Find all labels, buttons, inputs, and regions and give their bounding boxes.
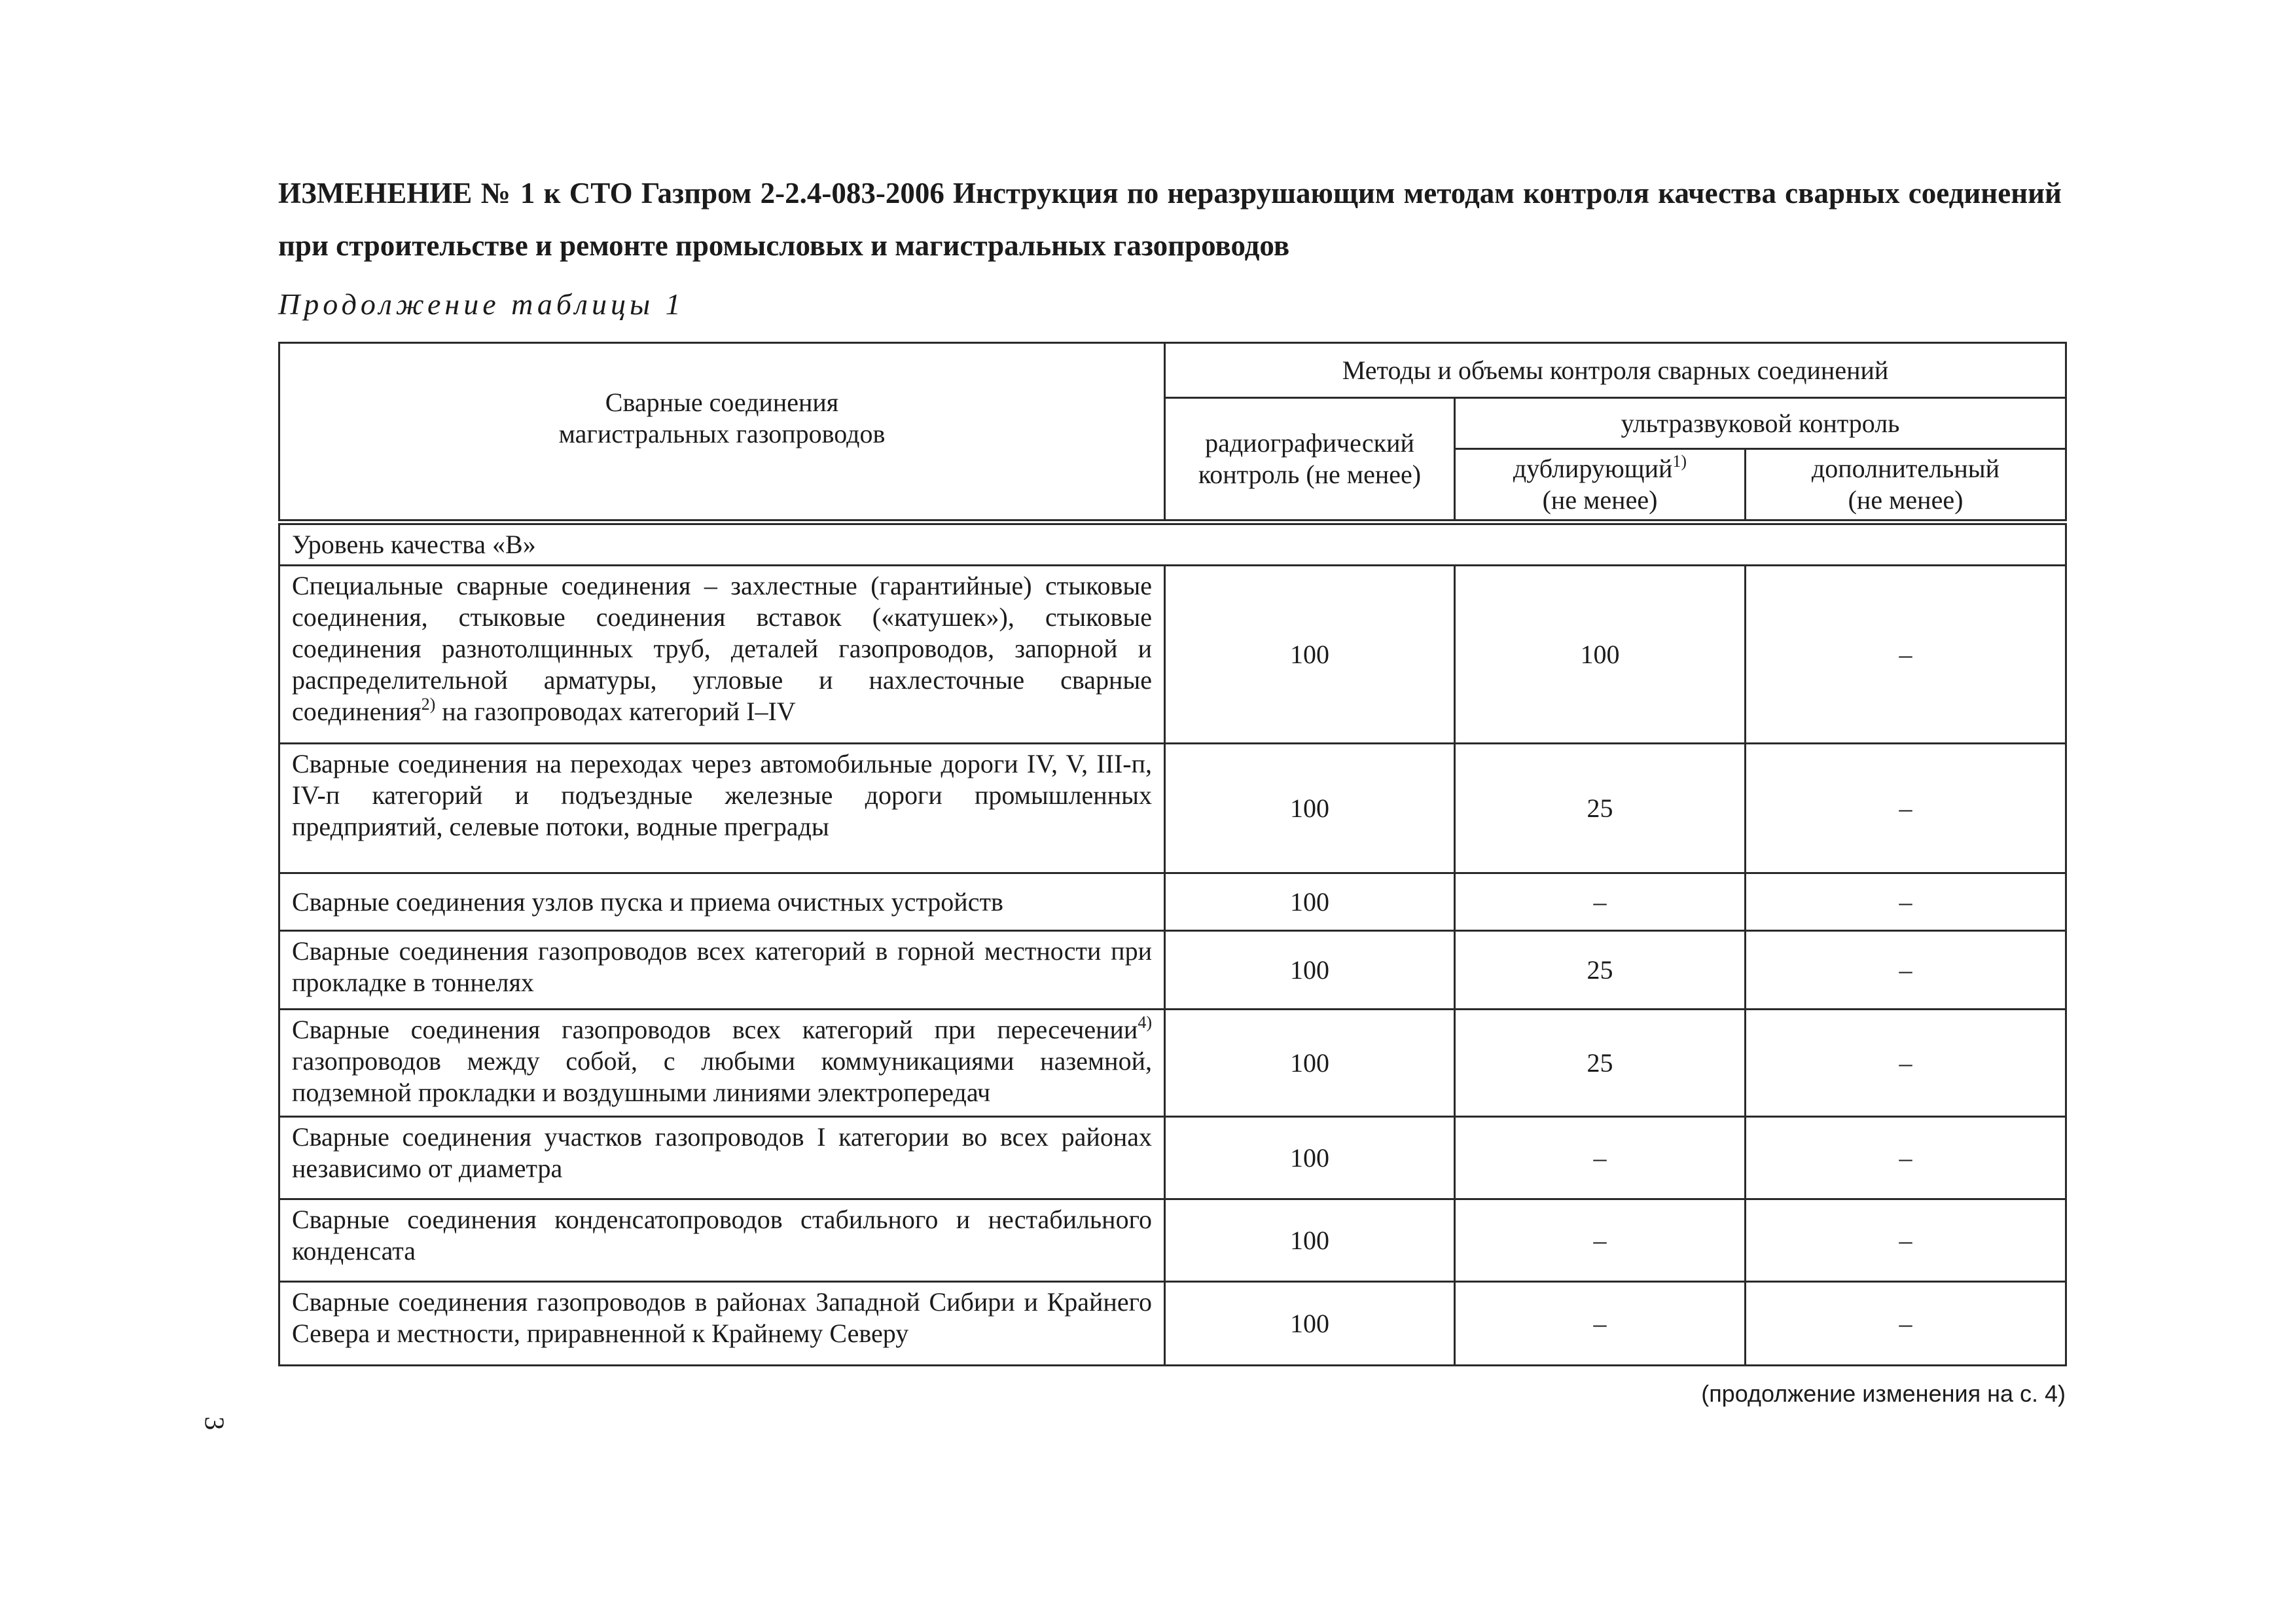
header-additional-label: дополнительный (не менее) (1811, 454, 2000, 515)
row-description (279, 1117, 1165, 1199)
header-additional (1746, 449, 2066, 522)
title-line-1: ИЗМЕНЕНИЕ № 1 к СТО Газпром 2-2.4-083-2006 Инструкция по неразрушающим методам контроля качества сварных соединений (278, 177, 2062, 210)
additional-value: – (1746, 1117, 2066, 1199)
radiographic-value: 100 (1165, 931, 1455, 1010)
welds-control-table (278, 342, 2067, 1366)
row-footnote: 4) (1138, 1013, 1152, 1032)
quality-level-row: Уровень качества «В» (279, 522, 2066, 566)
header-duplicating (1455, 449, 1746, 522)
row-text-tail: газопроводов между собой, с любыми коммуникациями наземной, подземной прокладки и воздушными линиями электропередач (292, 1046, 1152, 1107)
header-radiographic (1165, 398, 1455, 522)
document-title (278, 167, 2062, 272)
table-row (279, 931, 2066, 1010)
table-row (279, 1117, 2066, 1199)
table-row (279, 1282, 2066, 1366)
row-description (279, 1282, 1165, 1366)
header-welds-label: Сварные соединения магистральных газопроводов (558, 388, 886, 448)
table-row (279, 1199, 2066, 1282)
row-description (279, 1010, 1165, 1117)
row-text: Сварные соединения газопроводов в районах Западной Сибири и Крайнего Севера и местности, приравненной к Крайнему Северу (292, 1287, 1152, 1348)
row-text: Сварные соединения газопроводов всех категорий в горной местности при прокладке в тоннелях (292, 936, 1152, 997)
table-row (279, 744, 2066, 873)
row-text: Сварные соединения конденсатопроводов стабильного и нестабильного конденсата (292, 1205, 1152, 1266)
duplicating-value: – (1455, 1282, 1746, 1366)
title-line-2: при строительстве и ремонте промысловых и магистральных газопроводов (278, 229, 1290, 262)
page-number: 3 (198, 1416, 229, 1431)
radiographic-value: 100 (1165, 1282, 1455, 1366)
radiographic-value: 100 (1165, 566, 1455, 744)
header-welds (279, 343, 1165, 522)
radiographic-value: 100 (1165, 873, 1455, 931)
additional-value: – (1746, 873, 2066, 931)
duplicating-value: 25 (1455, 744, 1746, 873)
additional-value: – (1746, 744, 2066, 873)
additional-value: – (1746, 931, 2066, 1010)
row-text-tail: на газопроводах категорий I–IV (435, 697, 796, 726)
radiographic-value: 100 (1165, 1117, 1455, 1199)
row-description (279, 566, 1165, 744)
duplicating-value: 100 (1455, 566, 1746, 744)
table-row (279, 1010, 2066, 1117)
additional-value: – (1746, 1010, 2066, 1117)
row-text: Сварные соединения газопроводов всех категорий при пересечении (292, 1015, 1138, 1044)
duplicating-value: – (1455, 1199, 1746, 1282)
duplicating-value: – (1455, 873, 1746, 931)
row-text: Сварные соединения узлов пуска и приема очистных устройств (292, 886, 1003, 917)
header-duplicating-footnote: 1) (1672, 452, 1687, 471)
additional-value: – (1746, 1199, 2066, 1282)
radiographic-value: 100 (1165, 744, 1455, 873)
row-description (279, 744, 1165, 873)
row-description (279, 873, 1165, 931)
table-row (279, 873, 2066, 931)
header-radiographic-label: радиографический контроль (не менее) (1198, 428, 1422, 489)
row-text: Специальные сварные соединения – захлестные (гарантийные) стыковые соединения, стыковые соединения вставок («катушек»), стыковые соединения разнотолщинных труб, деталей газопроводов, запорной и распределительной арматуры, угловые и нахлесточные сварные соединения (292, 571, 1152, 726)
header-duplicating-label: дублирующий (1513, 454, 1673, 483)
header-duplicating-note: (не менее) (1542, 485, 1658, 515)
duplicating-value: 25 (1455, 1010, 1746, 1117)
table-caption: Продолжение таблицы 1 (278, 287, 685, 321)
header-methods: Методы и объемы контроля сварных соединений (1165, 343, 2066, 398)
row-text: Сварные соединения на переходах через автомобильные дороги IV, V, III-п, IV-п категорий и подъездные железные дороги промышленных предприятий, селевые потоки, водные преграды (292, 749, 1152, 841)
table-row (279, 566, 2066, 744)
row-text: Сварные соединения участков газопроводов I категории во всех районах независимо от диаметра (292, 1122, 1152, 1183)
additional-value: – (1746, 1282, 2066, 1366)
continuation-note: (продолжение изменения на с. 4) (1701, 1380, 2066, 1407)
radiographic-value: 100 (1165, 1199, 1455, 1282)
radiographic-value: 100 (1165, 1010, 1455, 1117)
header-ultrasonic: ультразвуковой контроль (1455, 398, 2066, 449)
row-description (279, 1199, 1165, 1282)
row-footnote: 2) (421, 695, 436, 714)
row-description (279, 931, 1165, 1010)
duplicating-value: – (1455, 1117, 1746, 1199)
duplicating-value: 25 (1455, 931, 1746, 1010)
additional-value: – (1746, 566, 2066, 744)
